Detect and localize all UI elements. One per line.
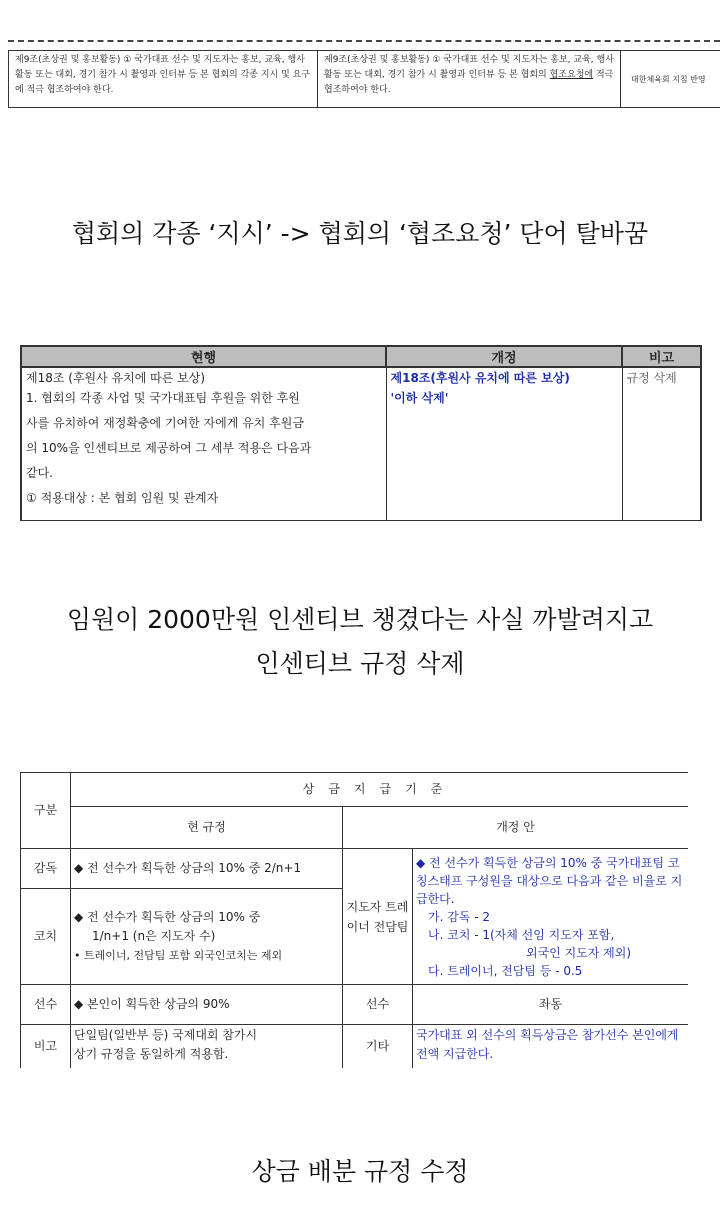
category-header: 구분 <box>21 773 71 849</box>
article9-revised: 제9조(초상권 및 홍보활동) ① 국가대표 선수 및 지도자는 홍보, 교육, 행사 활동 또는 대회, 경기 참가 시 촬영과 인터뷰 등 본 협회의 협조요청에 적극 협조하여야 한다. <box>318 51 621 108</box>
article9-table <box>8 50 720 108</box>
dashed-divider <box>8 40 720 42</box>
caption-3: 상금 배분 규정 수정 <box>251 1157 469 1186</box>
row-label-staff-group: 지도자 트레이너 전담팀 <box>343 849 413 985</box>
caption-1: 협회의 각종 ‘지시’ -> 협회의 ‘협조요청’ 단어 탈바꿈 <box>71 219 649 248</box>
note-current-rule: 단일팀(일반부 등) 국제대회 참가시 상기 규정을 동일하게 적용함. <box>71 1025 343 1069</box>
header-current: 현행 <box>21 346 386 367</box>
article18-revised: 제18조(후원사 유치에 따른 보상) '이하 삭제' <box>386 367 622 521</box>
header-note: 비고 <box>622 346 701 367</box>
snippet-prize-table <box>20 772 688 1068</box>
prize-distribution-table <box>20 772 688 1068</box>
director-current-rule: ◆ 전 선수가 획득한 상금의 10% 중 2/n+1 <box>71 849 343 889</box>
article18-table <box>20 345 702 521</box>
current-rule-header: 현 규정 <box>71 807 343 849</box>
row-label-director: 감독 <box>21 849 71 889</box>
note-revised-rule: 국가대표 외 선수의 획득상금은 참가선수 본인에게 전액 지급한다. <box>413 1025 689 1069</box>
snippet-article18 <box>20 345 700 518</box>
caption-2-line-1: 임원이 2000만원 인센티브 챙겼다는 사실 까발려지고 <box>66 605 654 634</box>
article9-current: 제9조(초상권 및 홍보활동) ① 국가대표 선수 및 지도자는 홍보, 교육, 행사 활동 또는 대회, 경기 참가 시 촬영과 인터뷰 등 본 협회의 각종 지시 및 요구에 적극 협조하여야 한다. <box>9 51 318 108</box>
player-current-rule: ◆ 본인이 획득한 상금의 90% <box>71 985 343 1025</box>
header-revised: 개정 <box>386 346 622 367</box>
caption-2-line-2: 인센티브 규정 삭제 <box>255 649 465 678</box>
article9-note: 대한체육회 지침 반영 <box>621 51 720 108</box>
staff-revised-rule: ◆ 전 선수가 획득한 상금의 10% 중 국가대표팀 코칭스태프 구성원을 대상으로 다음과 같은 비율로 지급한다. 가. 감독 - 2 나. 코치 - 1(자체 선임 지도자 포함, 외국인 지도자 제외) 다. 트레이너, 전담팀 등 - 0.5 <box>413 849 689 985</box>
row-label-note: 비고 <box>21 1025 71 1069</box>
prize-table-title: 상금지급기준 <box>71 773 689 807</box>
row-label-coach: 코치 <box>21 889 71 985</box>
player-revised-label: 선수 <box>343 985 413 1025</box>
article18-current: 제18조 (후원사 유치에 따른 보상) 1. 협회의 각종 사업 및 국가대표팀 후원을 위한 후원 사를 유치하여 재정확충에 기여한 자에게 유치 후원금 의 10%을 인센티브로 제공하여 그 세부 적용은 다음과 같다. ① 적용대상 : 본 협회 임원 및 관계자 <box>21 367 386 521</box>
row-label-player: 선수 <box>21 985 71 1025</box>
underlined-term: 협조요청에 <box>549 70 594 80</box>
coach-current-rule: ◆ 전 선수가 획득한 상금의 10% 중 1/n+1 (n은 지도자 수) • 트레이너, 전담팀 포함 외국인코치는 제외 <box>71 889 343 985</box>
revised-rule-header: 개정 안 <box>343 807 689 849</box>
player-revised-rule: 좌동 <box>413 985 689 1025</box>
article18-note: 규정 삭제 <box>622 367 701 521</box>
note-revised-label: 기타 <box>343 1025 413 1069</box>
snippet-article9 <box>8 40 720 108</box>
